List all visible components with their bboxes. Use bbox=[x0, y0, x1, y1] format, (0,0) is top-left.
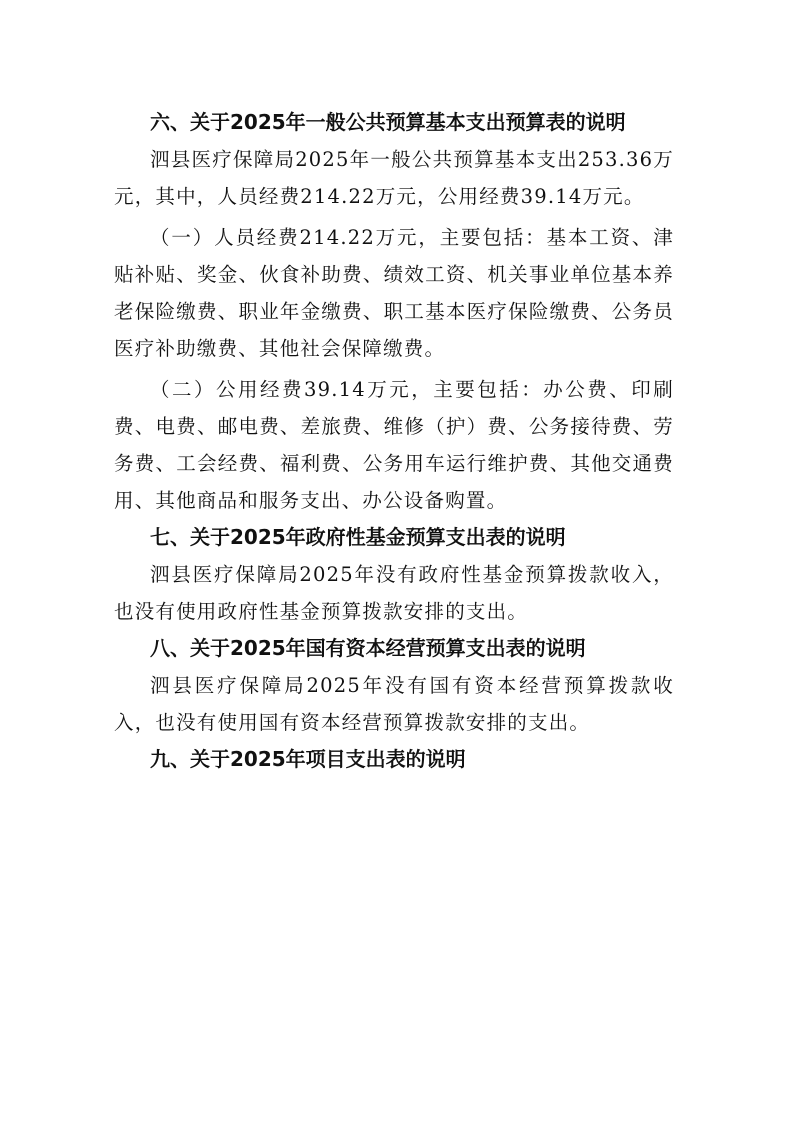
section-heading-8: 八、关于2025年国有资本经营预算支出表的说明 bbox=[150, 636, 586, 660]
section-heading-7: 七、关于2025年政府性基金预算支出表的说明 bbox=[150, 525, 566, 549]
document-page bbox=[114, 104, 674, 778]
paragraph-public-expenses: （二）公用经费39.14万元，主要包括：办公费、印刷费、电费、邮电费、差旅费、维修（护）费、公务接待费、劳务费、工会经费、福利费、公务用车运行维护费、其他交通费用、其他商品和服务支出、办公设备购置。 bbox=[114, 378, 674, 512]
section-heading-9: 九、关于2025年项目支出表的说明 bbox=[150, 747, 466, 771]
paragraph-basic-expenditure-total: 泗县医疗保障局2025年一般公共预算基本支出253.36万元，其中，人员经费214.22万元，公用经费39.14万元。 bbox=[114, 148, 674, 208]
paragraph-state-capital: 泗县医疗保障局2025年没有国有资本经营预算拨款收入，也没有使用国有资本经营预算拨款安排的支出。 bbox=[114, 674, 674, 734]
paragraph-government-fund: 泗县医疗保障局2025年没有政府性基金预算拨款收入，也没有使用政府性基金预算拨款安排的支出。 bbox=[114, 563, 674, 623]
paragraph-personnel-expenses: （一）人员经费214.22万元，主要包括：基本工资、津贴补贴、奖金、伙食补助费、绩效工资、机关事业单位基本养老保险缴费、职业年金缴费、职工基本医疗保险缴费、公务员医疗补助缴费、其他社会保障缴费。 bbox=[114, 226, 674, 360]
section-heading-6: 六、关于2025年一般公共预算基本支出预算表的说明 bbox=[150, 110, 626, 134]
